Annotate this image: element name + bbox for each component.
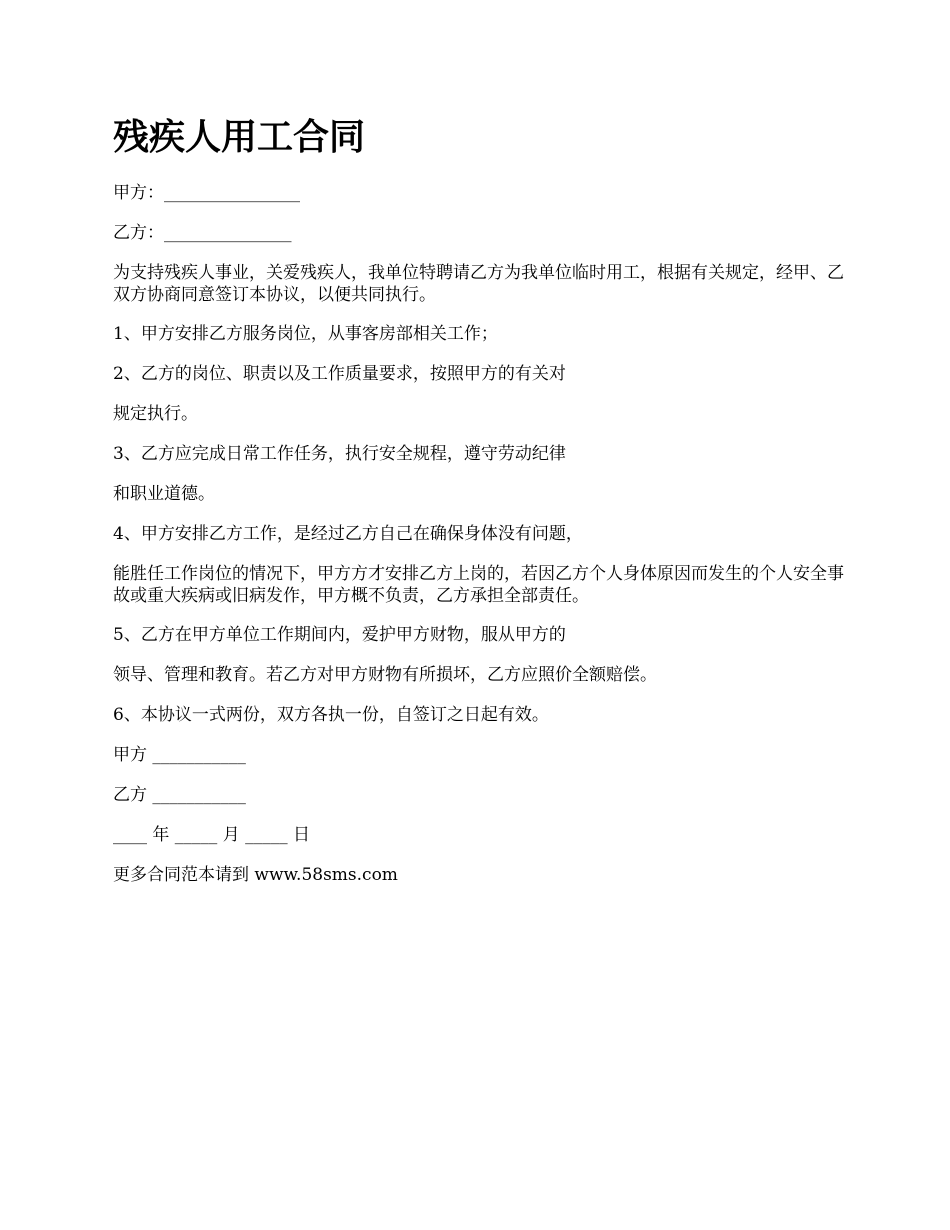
clause-4-continued: 能胜任工作岗位的情况下，甲方方才安排乙方上岗的，若因乙方个人身体原因而发生的个人安全事故或重大疾病或旧病发作，甲方概不负责，乙方承担全部责任。 [113,564,844,606]
party-b-signature: 乙方 ___________ [113,785,246,805]
party-a-line: 甲方：________________ [113,183,300,203]
clause-3: 3、乙方应完成日常工作任务，执行安全规程，遵守劳动纪律 [113,444,566,464]
preamble-paragraph: 为支持残疾人事业，关爱残疾人，我单位特聘请乙方为我单位临时用工，根据有关规定，经甲、乙双方协商同意签订本协议，以便共同执行。 [113,263,844,305]
contract-document [113,112,853,904]
party-a-signature: 甲方 ___________ [113,745,246,765]
clause-1: 1、甲方安排乙方服务岗位，从事客房部相关工作； [113,324,498,344]
clause-6: 6、本协议一式两份，双方各执一份，自签订之日起有效。 [113,705,549,725]
clause-4: 4、甲方安排乙方工作，是经过乙方自己在确保身体没有问题， [113,524,583,544]
clause-5: 5、乙方在甲方单位工作期间内，爱护甲方财物，服从甲方的 [113,625,566,645]
date-line: ____ 年 _____ 月 _____ 日 [113,825,311,845]
party-b-line: 乙方：_______________ [113,223,292,243]
clause-2-continued: 规定执行。 [113,404,198,424]
clause-3-continued: 和职业道德。 [113,484,215,504]
footer-note: 更多合同范本请到 www.58sms.com [113,865,398,885]
clause-2: 2、乙方的岗位、职责以及工作质量要求，按照甲方的有关对 [113,364,566,384]
clause-5-continued: 领导、管理和教育。若乙方对甲方财物有所损坏，乙方应照价全额赔偿。 [113,665,657,685]
document-title: 残疾人用工合同 [113,116,366,158]
